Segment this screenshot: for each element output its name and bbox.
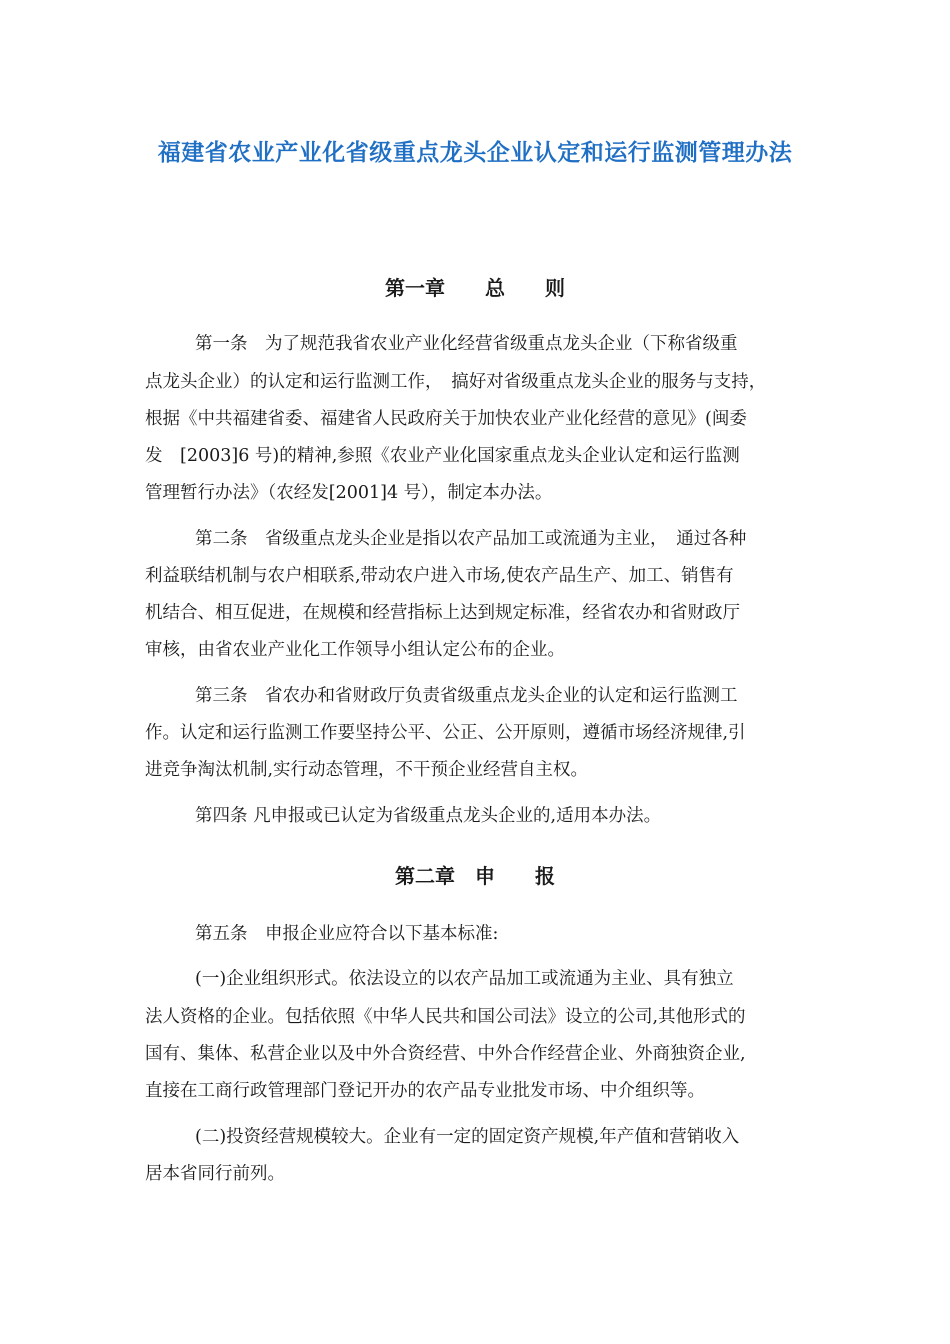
paragraph-line: 第一条 为了规范我省农业产业化经营省级重点龙头企业（下称省级重 [195, 334, 738, 354]
paragraph-line: (二)投资经营规模较大。企业有一定的固定资产规模,年产值和营销收入 [195, 1127, 740, 1147]
paragraph-line: (一)企业组织形式。依法设立的以农产品加工或流通为主业、具有独立 [195, 969, 734, 989]
paragraph-line: 点龙头企业）的认定和运行监测工作， 搞好对省级重点龙头企业的服务与支持， [145, 372, 767, 392]
paragraph-line: 第五条 申报企业应符合以下基本标准: [195, 924, 499, 944]
paragraph-line: 第四条 凡申报或已认定为省级重点龙头企业的,适用本办法。 [195, 806, 662, 826]
paragraph-line: 利益联结机制与农户相联系,带动农户进入市场,使农产品生产、加工、销售有 [145, 566, 734, 586]
paragraph-line: 第三条 省农办和省财政厅负责省级重点龙头企业的认定和运行监测工 [195, 686, 738, 706]
paragraph-line: 根据《中共福建省委、福建省人民政府关于加快农业产业化经营的意见》(闽委 [145, 409, 747, 429]
paragraph-line: 机结合、相互促进，在规模和经营指标上达到规定标准，经省农办和省财政厅 [145, 603, 740, 623]
paragraph-line: 审核，由省农业产业化工作领导小组认定公布的企业。 [145, 640, 565, 660]
paragraph-line: 第二条 省级重点龙头企业是指以农产品加工或流通为主业， 通过各种 [195, 529, 747, 549]
chapter-1-heading: 第一章 总 则 [385, 276, 565, 300]
paragraph-line: 居本省同行前列。 [145, 1164, 285, 1184]
paragraph-line: 进竞争淘汰机制,实行动态管理，不干预企业经营自主权。 [145, 760, 589, 780]
paragraph-line: 国有、集体、私营企业以及中外合资经营、中外合作经营企业、外商独资企业, [145, 1044, 746, 1064]
paragraph-line: 管理暂行办法》（农经发[2001]4 号），制定本办法。 [145, 483, 553, 503]
paragraph-line: 直接在工商行政管理部门登记开办的农产品专业批发市场、中介组织等。 [145, 1081, 705, 1101]
paragraph-line: 法人资格的企业。包括依照《中华人民共和国公司法》设立的公司,其他形式的 [145, 1007, 746, 1027]
paragraph-line: 发 [2003]6 号)的精神,参照《农业产业化国家重点龙头企业认定和运行监测 [145, 446, 740, 466]
chapter-2-heading: 第二章 申 报 [395, 864, 555, 888]
document-title: 福建省农业产业化省级重点龙头企业认定和运行监测管理办法 [157, 139, 793, 166]
paragraph-line: 作。认定和运行监测工作要坚持公平、公正、公开原则，遵循市场经济规律,引 [145, 723, 746, 743]
